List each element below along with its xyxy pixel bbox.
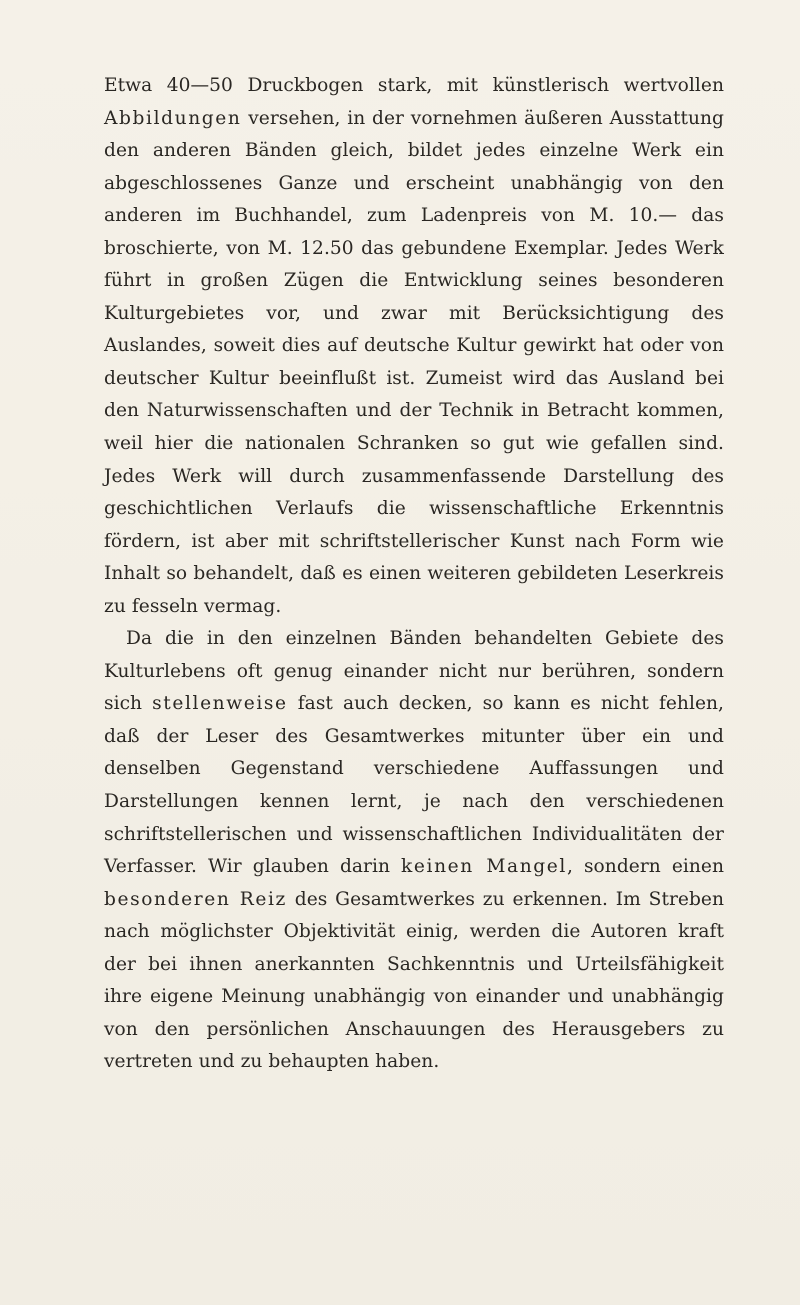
paragraph-2-text-a: Da die in den einzelnen Bänden behandelten Gebiete des Kulturlebens oft genug einander nicht nur berühren, sondern sich	[104, 628, 724, 715]
paragraph-2-text-d: des Gesamtwerkes zu erkennen. Im Streben nach möglichster Objektivität einig, werden die Autoren kraft der bei ihnen anerkannten Sachkenntnis und Urteilsfähigkeit ihre eigene Meinung unabhängig von einander und unabhängig von den persönlichen Anschauungen des Herausgebers zu vertreten und zu behaupten haben.	[104, 888, 724, 1073]
emphasis-keinen-mangel: keinen Mangel	[401, 856, 567, 878]
paragraph-2-text-b: fast auch decken, so kann es nicht fehlen, daß der Leser des Gesamtwerkes mitunter über ein und denselben Gegenstand verschiedene Auffassungen und Darstellungen kennen lernt, je nach den verschiedenen schriftstellerischen und wissenschaftlichen Individualitäten der Verfasser. Wir glauben darin	[104, 693, 724, 878]
emphasis-abbildungen: Abbildungen	[104, 107, 242, 129]
body-text	[104, 70, 724, 1079]
paragraph-2-text-c: , sondern einen	[566, 856, 724, 878]
paragraph-1	[104, 70, 724, 623]
paragraph-1-text-a: Etwa 40—50 Druckbogen stark, mit künstlerisch wertvollen	[104, 75, 724, 96]
paragraph-1-text-b: versehen, in der vornehmen äußeren Ausstattung den anderen Bänden gleich, bildet jedes einzelne Werk ein abgeschlossenes Ganze und erscheint unabhängig von den anderen im Buchhandel, zum Ladenpreis von M. 10.— das broschierte, von M. 12.50 das gebundene Exemplar. Jedes Werk führt in großen Zügen die Entwicklung seines besonderen Kulturgebietes vor, und zwar mit Berücksichtigung des Auslandes, soweit dies auf deutsche Kultur gewirkt hat oder von deutscher Kultur beeinflußt ist. Zumeist wird das Ausland bei den Naturwissenschaften und der Technik in Betracht kommen, weil hier die nationalen Schranken so gut wie gefallen sind. Jedes Werk will durch zusammenfassende Darstellung des geschichtlichen Verlaufs die wissenschaftliche Erkenntnis fördern, ist aber mit schriftstellerischer Kunst nach Form wie Inhalt so behandelt, daß es einen weiteren gebildeten Leserkreis zu fesseln vermag.	[104, 107, 724, 617]
emphasis-stellenweise: stellenweise	[152, 693, 288, 715]
paragraph-2	[104, 623, 724, 1079]
emphasis-besonderen-reiz: besonderen Reiz	[104, 888, 287, 910]
